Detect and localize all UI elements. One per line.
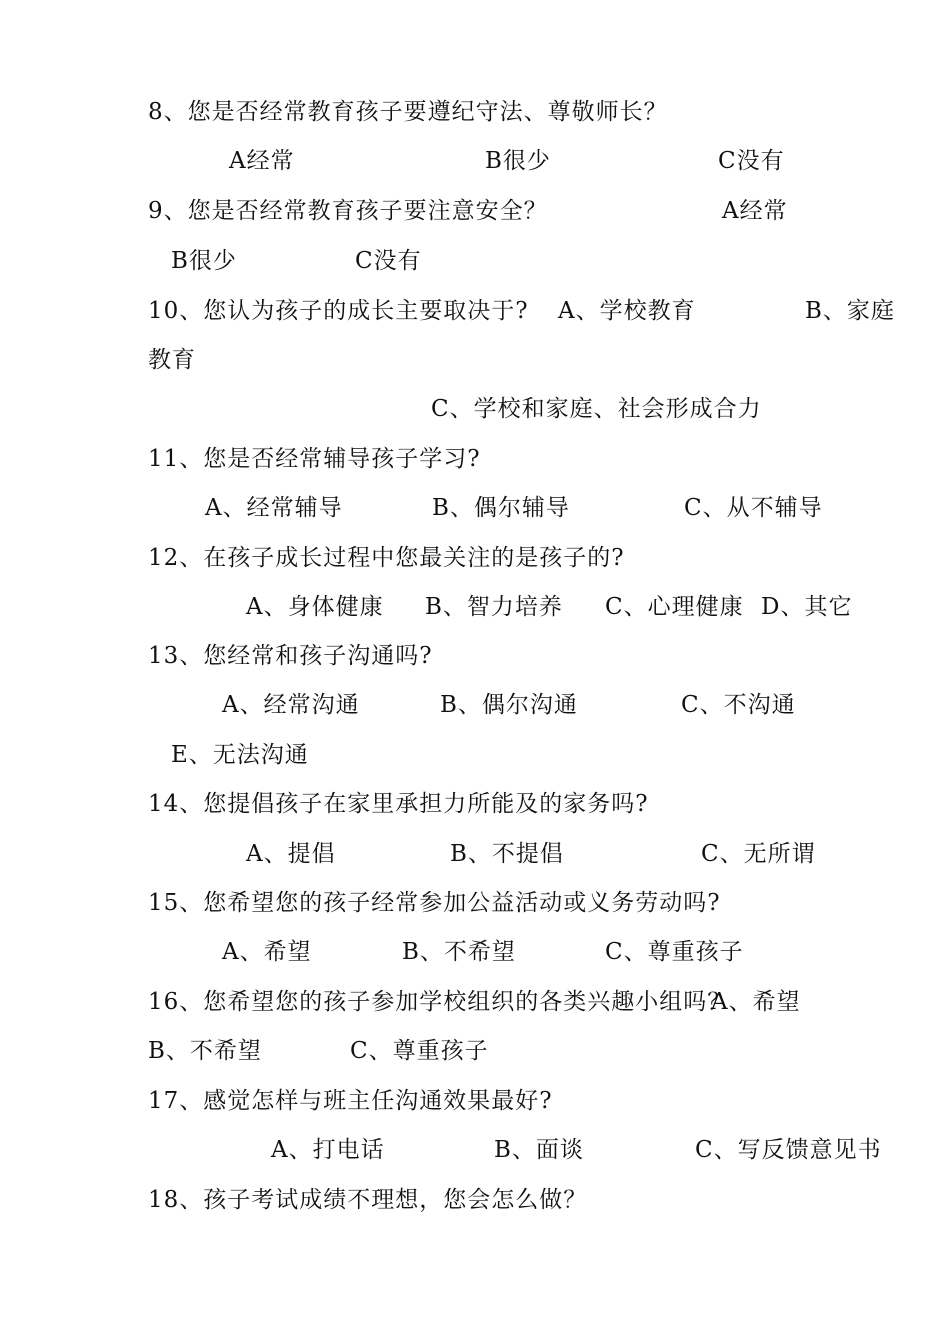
question-11-option-b: B、偶尔辅导: [432, 495, 570, 521]
question-10-text: 10、您认为孩子的成长主要取决于?: [148, 298, 529, 324]
question-16-option-b: B、不希望: [148, 1038, 262, 1064]
question-12-text: 12、在孩子成长过程中您最关注的是孩子的?: [148, 545, 625, 571]
question-15-text: 15、您希望您的孩子经常参加公益活动或义务劳动吗?: [148, 890, 721, 916]
question-16-option-c: C、尊重孩子: [350, 1038, 489, 1064]
question-12-option-c: C、心理健康: [605, 594, 744, 620]
question-10-option-b: B、家庭: [805, 298, 895, 324]
question-11-option-a: A、经常辅导: [205, 495, 343, 521]
question-13-option-a: A、经常沟通: [222, 692, 360, 718]
question-12-option-b: B、智力培养: [425, 594, 563, 620]
question-17-option-a: A、打电话: [271, 1137, 385, 1163]
question-12-option-d: D、其它: [761, 594, 853, 620]
question-12-option-a: A、身体健康: [246, 594, 384, 620]
question-14-text: 14、您提倡孩子在家里承担力所能及的家务吗?: [148, 791, 649, 817]
question-17-option-c: C、写反馈意见书: [695, 1137, 882, 1163]
question-9-option-c: C没有: [355, 248, 422, 274]
question-14-option-b: B、不提倡: [450, 841, 564, 867]
question-11-option-c: C、从不辅导: [684, 495, 823, 521]
question-13-option-c: C、不沟通: [681, 692, 796, 718]
question-11-text: 11、您是否经常辅导孩子学习?: [148, 446, 481, 472]
question-15-option-c: C、尊重孩子: [605, 939, 744, 965]
question-13-option-e: E、无法沟通: [171, 742, 309, 768]
question-8-option-c: C没有: [718, 148, 785, 174]
question-14-option-c: C、无所谓: [701, 841, 816, 867]
question-16-option-a: A、希望: [711, 989, 801, 1015]
question-10-option-a: A、学校教育: [558, 298, 696, 324]
question-8-option-b: B很少: [485, 148, 551, 174]
question-18-text: 18、孩子考试成绩不理想，您会怎么做？: [148, 1187, 588, 1213]
question-14-option-a: A、提倡: [246, 841, 336, 867]
question-9-option-b: B很少: [171, 248, 237, 274]
question-10-option-b-continued: 教育: [148, 347, 196, 373]
question-8-text: 8、您是否经常教育孩子要遵纪守法、尊敬师长？: [148, 99, 668, 125]
question-9-option-a: A经常: [722, 198, 788, 224]
question-16-text: 16、您希望您的孩子参加学校组织的各类兴趣小组吗？: [148, 989, 732, 1015]
question-9-text: 9、您是否经常教育孩子要注意安全？: [148, 198, 548, 224]
question-17-text: 17、感觉怎样与班主任沟通效果最好?: [148, 1088, 553, 1114]
question-17-option-b: B、面谈: [494, 1137, 584, 1163]
question-13-text: 13、您经常和孩子沟通吗?: [148, 643, 433, 669]
question-10-option-c: C、学校和家庭、社会形成合力: [431, 396, 762, 422]
question-8-option-a: A经常: [229, 148, 295, 174]
question-15-option-b: B、不希望: [402, 939, 516, 965]
question-15-option-a: A、希望: [222, 939, 312, 965]
question-13-option-b: B、偶尔沟通: [440, 692, 578, 718]
